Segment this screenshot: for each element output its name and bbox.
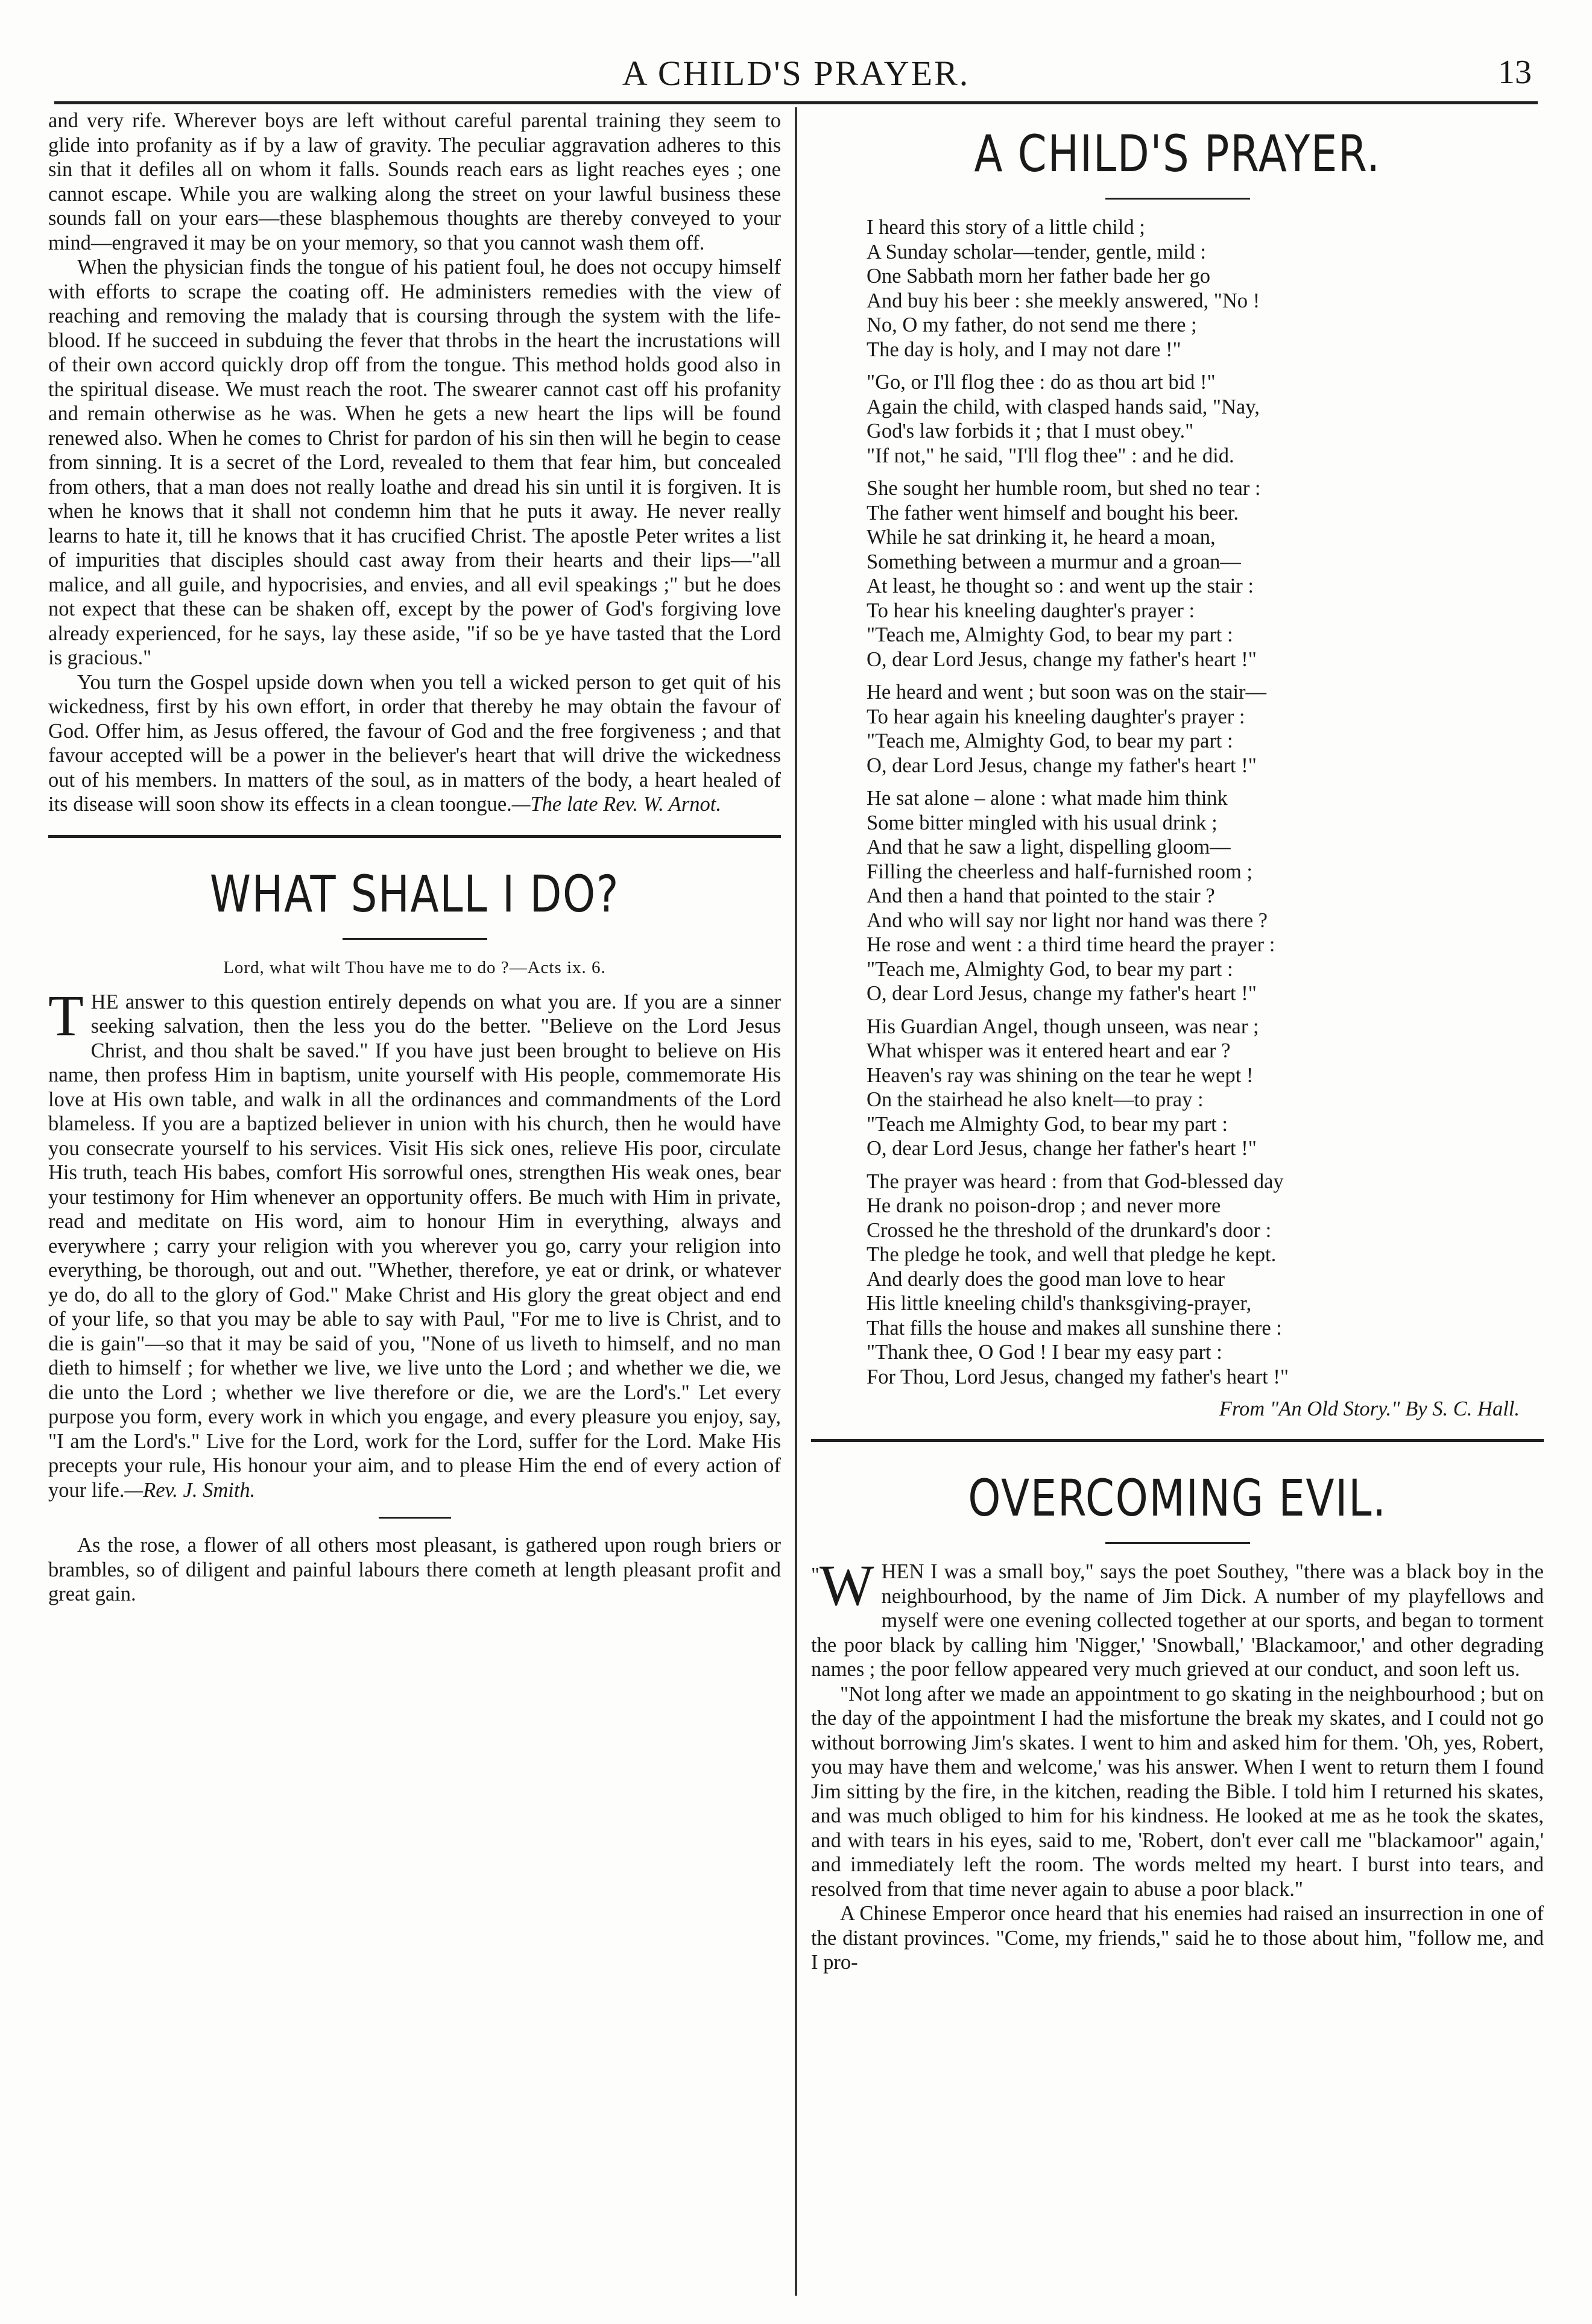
poem-line: The day is holy, and I may not dare !" bbox=[867, 338, 1181, 361]
section-rule bbox=[48, 835, 781, 838]
poem-line: O, dear Lord Jesus, change her father's heart !" bbox=[867, 1137, 1257, 1160]
header-rule bbox=[54, 101, 1538, 104]
title-underline bbox=[1105, 1542, 1250, 1544]
poem-line: "Teach me, Almighty God, to bear my part : bbox=[867, 957, 1233, 981]
running-title: A CHILD'S PRAYER. bbox=[622, 54, 970, 93]
article-paragraph-text: You turn the Gospel upside down when you tell a wicked person to get quit of his wickedness, first by his own effort, in order that thereby he may obtain the favour of God. Offer him, as Jesus offered, the favour of God and the free forgiveness ; and that favour accepted will be a power in the believer's heart that will drive the wickedness out of his members. In matters of the soul, as in matters of the body, a heart healed of its disease will soon show its effects in a clean toongue. bbox=[48, 670, 781, 816]
poem-line: The father went himself and bought his beer. bbox=[867, 501, 1239, 524]
poem-line: O, dear Lord Jesus, change my father's heart !" bbox=[867, 982, 1257, 1005]
drop-cap: T bbox=[48, 983, 84, 1048]
drop-cap: W bbox=[819, 1553, 874, 1617]
poem-line: To hear again his kneeling daughter's prayer : bbox=[867, 705, 1245, 728]
poem-title: A CHILD'S PRAYER. bbox=[974, 124, 1381, 183]
poem-line: "Thank thee, O God ! I bear my easy part : bbox=[867, 1341, 1222, 1364]
running-head bbox=[54, 48, 1538, 102]
poem-line: He rose and went : a third time heard the prayer : bbox=[867, 933, 1275, 956]
poem-line: On the stairhead he also knelt—to pray : bbox=[867, 1088, 1204, 1111]
opening-quote: " bbox=[811, 1564, 820, 1586]
article-paragraph bbox=[48, 670, 781, 817]
article-body-text: HE answer to this question entirely depends on what you are. If you are a sinner seeking salvation, then the less you do the better. "Believe on the Lord Jesus Christ, and thou shalt be saved." If you have just been brought to believe on His name, then profess Him in baptism, unite yourself with His people, commemorate His love at His own table, and walk in all the ordinances and commandments of the Lord blameless. If you are a baptized believer in union with his church, then he would have you consecrate yourself to his services. Visit His sick ones, relieve His poor, circulate His truth, teach His babes, comfort His sorrowful ones, strengthen His weak ones, bear your testimony for Him whenever an opportunity offers. Be much with Him in private, read and meditate on His word, aim to honour Him in everything, always and everywhere ; carry your religion with you wherever you go, carry your religion into everything, be thorough, out and out. "Whether, therefore, ye eat or drink, or whatever ye do, do all to the glory of God." Make Christ and His glory the great object and end of your life, so that you may be able to say with Paul, "For me to live is Christ, and to die is gain"—so that it may be said of you, "None of us liveth to himself, and no man dieth to himself ; for whether we live, we live unto the Lord ; and whether we die, we die unto the Lord ; whether we live therefore or die, we are the Lord's." Let every purpose you form, every work in which you engage, and every pleasure you enjoy, say, "I am the Lord's." Live for the Lord, work for the Lord, suffer for the Lord. Make His precepts your rule, His honour your aim, and to please Him the end of every action of your life. bbox=[48, 990, 781, 1502]
article-paragraph: A Chinese Emperor once heard that his enemies had raised an insurrection in one of the distant provinces. "Come, my friends," said he to those about him, "follow me, and I pro- bbox=[811, 1902, 1544, 1974]
page-number: 13 bbox=[1498, 54, 1532, 91]
end-rule bbox=[379, 1517, 451, 1519]
poem-line: Something between a murmur and a groan— bbox=[867, 550, 1241, 573]
title-underline bbox=[343, 938, 487, 940]
poem-line: Filling the cheerless and half-furnished room ; bbox=[867, 860, 1253, 883]
article-paragraph: "Not long after we made an appointment to go skating in the neighbourhood ; but on the day of the appointment I had the misfortune the break my skates, and I could not go without borrowing Jim's skates. I went to him and asked him for them. 'Oh, yes, Robert, you may have them and welcome,' was his answer. When I went to return them I found Jim sitting by the fire, in the kitchen, reading the Bible. I told him I returned his skates, and was much obliged to him for his kindness. He looked at me as he took the skates, and with tears in his eyes, said to me, 'Robert, don't ever call me "blackamoor" again,' and immediately left the room. The words melted my heart. I burst into tears, and resolved from that time never again to abuse a poor black." bbox=[811, 1682, 1544, 1901]
poem-stanza bbox=[867, 370, 1544, 468]
poem-line: She sought her humble room, but shed no tear : bbox=[867, 477, 1261, 500]
poem-stanza bbox=[867, 476, 1544, 672]
poem-line: A Sunday scholar—tender, gentle, mild : bbox=[867, 240, 1206, 263]
poem-line: He heard and went ; but soon was on the stair— bbox=[867, 681, 1267, 704]
article-body-text: HEN I was a small boy," says the poet Southey, "there was a black boy in the neighbourhood, by the name of Jim Dick. A number of my playfellows and myself were one evening collected together at our sports, and began to torment the poor black by calling him 'Nigger,' 'Snowball,' 'Blackamoor,' and other degrading names ; the poor fellow appeared very much grieved at our conduct, and soon left us. bbox=[811, 1560, 1544, 1681]
poem-line: "Teach me Almighty God, to bear my part : bbox=[867, 1112, 1228, 1136]
poem-line: O, dear Lord Jesus, change my father's heart !" bbox=[867, 647, 1257, 671]
poem-line: O, dear Lord Jesus, change my father's heart !" bbox=[867, 754, 1257, 777]
poem-line: "If not," he said, "I'll flog thee" : and he did. bbox=[867, 444, 1234, 467]
poem-line: That fills the house and makes all sunshine there : bbox=[867, 1316, 1282, 1340]
poem-line: To hear his kneeling daughter's prayer : bbox=[867, 599, 1195, 622]
poem-line: He drank no poison-drop ; and never more bbox=[867, 1194, 1221, 1217]
poem-source: From "An Old Story." By S. C. Hall. bbox=[1219, 1397, 1520, 1420]
poem bbox=[867, 215, 1544, 1389]
section-rule bbox=[811, 1439, 1544, 1442]
poem-line: His little kneeling child's thanksgiving-prayer, bbox=[867, 1292, 1252, 1315]
poem-line: Some bitter mingled with his usual drink ; bbox=[867, 811, 1218, 834]
poem-line: And then a hand that pointed to the stair ? bbox=[867, 884, 1215, 907]
section-title-what-shall-i-do: WHAT SHALL I DO? bbox=[209, 864, 620, 924]
poem-line: And who will say nor light nor hand was there ? bbox=[867, 909, 1268, 932]
poem-line: And that he saw a light, dispelling gloom— bbox=[867, 836, 1231, 858]
poem-line: "Teach me, Almighty God, to bear my part : bbox=[867, 623, 1233, 646]
poem-line: The prayer was heard : from that God-blessed day bbox=[867, 1170, 1284, 1193]
column-divider bbox=[795, 107, 797, 2296]
article-paragraph: and very rife. Wherever boys are left without careful parental training they seem to glide into profanity as if by a law of gravity. The peculiar aggravation adheres to this sin that it defiles all on whom it falls. Sounds reach ears as light reaches eyes ; one cannot escape. While you are walking along the street on your lawful business these sounds fall on your ears—these blasphemous thoughts are thereby conveyed to your mind—engraved it may be on your memory, so that you cannot wash them off. bbox=[48, 109, 781, 254]
poem-stanza bbox=[867, 215, 1544, 362]
article-attribution: —The late Rev. W. Arnot. bbox=[511, 793, 721, 816]
poem-stanza bbox=[867, 1015, 1544, 1161]
poem-line: For Thou, Lord Jesus, changed my father's heart !" bbox=[867, 1365, 1289, 1388]
poem-line: And dearly does the good man love to hear bbox=[867, 1267, 1225, 1291]
title-underline bbox=[1105, 198, 1250, 200]
poem-line: What whisper was it entered heart and ear ? bbox=[867, 1039, 1231, 1062]
poem-line: While he sat drinking it, he heard a moan, bbox=[867, 526, 1216, 549]
poem-line: He sat alone – alone : what made him think bbox=[867, 787, 1228, 810]
poem-line: One Sabbath morn her father bade her go bbox=[867, 265, 1210, 288]
poem-line: The pledge he took, and well that pledge he kept. bbox=[867, 1243, 1277, 1266]
poem-line: And buy his beer : she meekly answered, "No ! bbox=[867, 289, 1260, 312]
poem-line: God's law forbids it ; that I must obey." bbox=[867, 420, 1194, 442]
article-body bbox=[811, 1553, 1544, 1682]
poem-line: "Teach me, Almighty God, to bear my part : bbox=[867, 729, 1233, 752]
poem-stanza bbox=[867, 1170, 1544, 1390]
poem-line: No, O my father, do not send me there ; bbox=[867, 313, 1197, 336]
right-column bbox=[811, 109, 1544, 1975]
left-column bbox=[48, 109, 781, 1607]
poem-line: I heard this story of a little child ; bbox=[867, 216, 1145, 239]
article-paragraph: When the physician finds the tongue of his patient foul, he does not occupy himself with efforts to scrape the coating off. He administers remedies with the view of reaching and removing the malady that is coursing through the system with the life-blood. If he succeed in subduing the fever that throbs in the heart the incrustations will of their own accord quickly drop off from the tongue. This method holds good also in the spiritual disease. We must reach the root. The swearer cannot cast off his profanity and remain otherwise as he was. When he gets a new heart the lips will be found renewed also. When he comes to Christ for pardon of his sin then will he begin to cease from sinning. It is a secret of the Lord, revealed to them that fear him, but concealed from others, that a man does not really loathe and dread his sin until it is forgiven. It is when he knows that it shall not condemn him that he puts it away. He never really learns to hate it, till he knows that it has crucified Christ. The apostle Peter writes a list of impurities that disciples should cast away from their hearts and their lips—"all malice, and all guile, and hypocrisies, and envies, and all evil speakings ;" but he does not expect that these can be shaken off, except by the power of God's forgiving love already experienced, for he says, lay these aside, "if so be ye have tasted that the Lord is gracious." bbox=[48, 256, 781, 669]
article-body bbox=[48, 983, 781, 1503]
epigraph: Lord, what wilt Thou have me to do ?—Acts ix. 6. bbox=[223, 957, 606, 977]
poem-stanza bbox=[867, 680, 1544, 778]
closing-paragraph: As the rose, a flower of all others most pleasant, is gathered upon rough briers or brambles, so of diligent and painful labours there cometh at length pleasant profit and great gain. bbox=[48, 1534, 781, 1605]
poem-line: Heaven's ray was shining on the tear he wept ! bbox=[867, 1063, 1254, 1087]
poem-line: Crossed he the threshold of the drunkard's door : bbox=[867, 1218, 1272, 1242]
poem-stanza bbox=[867, 786, 1544, 1006]
poem-line: "Go, or I'll flog thee : do as thou art bid !" bbox=[867, 371, 1216, 394]
poem-line: His Guardian Angel, though unseen, was near ; bbox=[867, 1015, 1259, 1038]
poem-line: At least, he thought so : and went up the stair : bbox=[867, 575, 1254, 597]
section-title-overcoming-evil: OVERCOMING EVIL. bbox=[968, 1469, 1387, 1528]
poem-line: Again the child, with clasped hands said, "Nay, bbox=[867, 395, 1260, 418]
article-attribution: —Rev. J. Smith. bbox=[124, 1478, 256, 1502]
